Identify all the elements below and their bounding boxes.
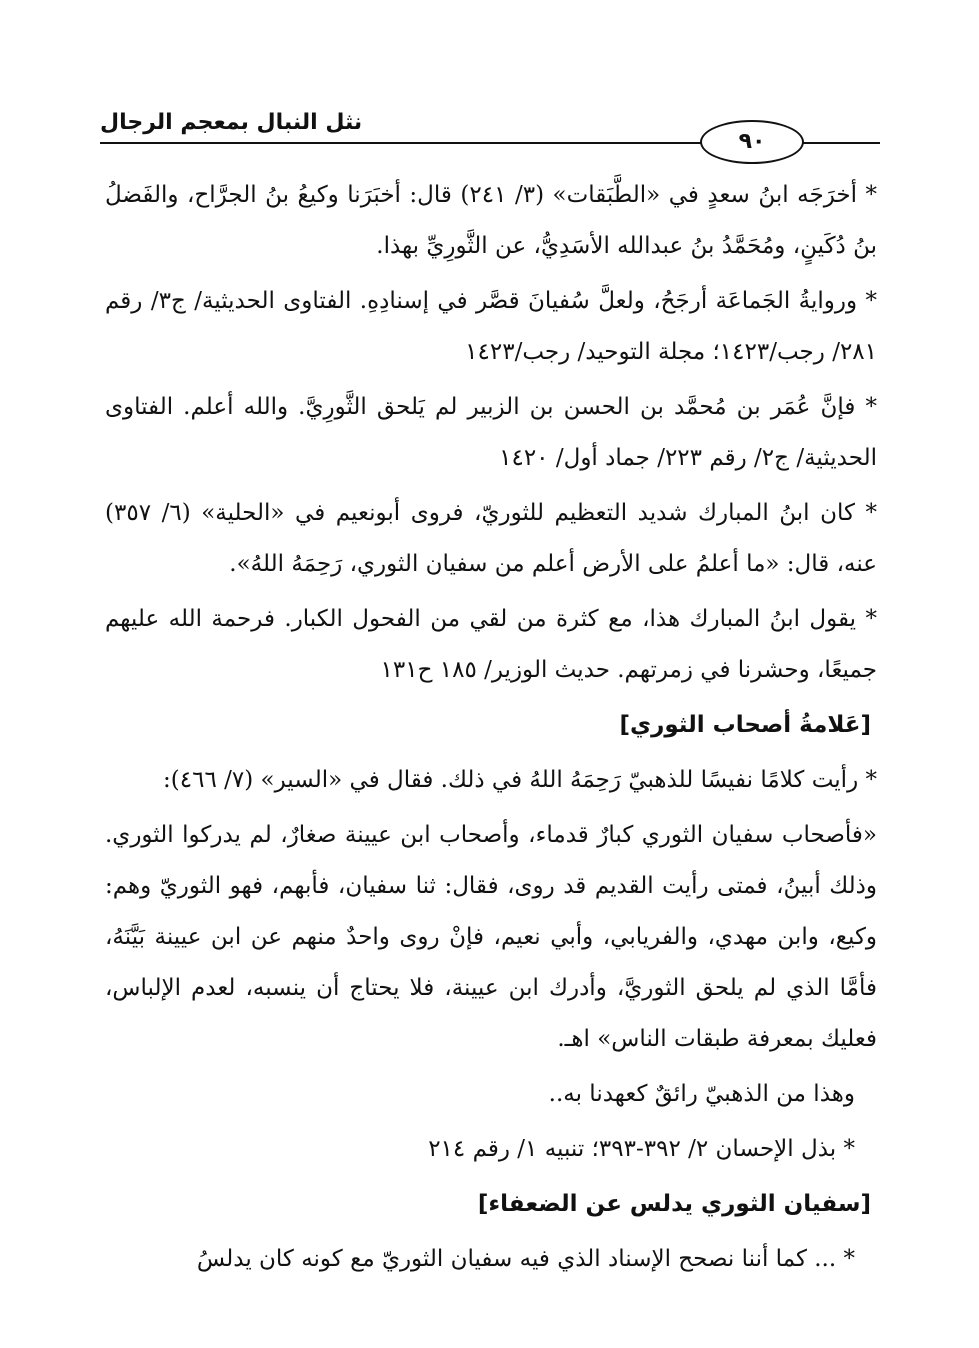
paragraph: * كان ابنُ المبارك شديد التعظيم للثوريّ، فروى أبونعيم في «الحلية» (٦/ ٣٥٧) عنه، قال: «ما أعلمُ على الأرض أعلم من سفيان الثوري، رَحِمَهُ اللهُ». [105,500,877,577]
paragraph: وهذا من الذهبيّ رائقٌ كعهدنا به.. [548,1081,855,1107]
paragraph: «فأصحاب سفيان الثوري كبارٌ قدماء، وأصحاب ابن عيينة صغارٌ، لم يدركوا الثوري. وذلك أبينُ، فمتى رأيت القديم قد روى، فقال: ثنا سفيان، فأبهم، فهو الثوريّ وهم: وكيع، وابن مهدي، والفريابي، وأبي نعيم، فإنْ روى واحدٌ منهم عن ابن عيينة بَيَّنَهُ، فأمَّا الذي لم يلحق الثوريَّ، وأدرك ابن عيينة، فلا يحتاج أن ينسبه، لعدم الإلباس، فعليك بمعرفة طبقات الناس» اهـ. [105,822,877,1052]
page-number: ٩٠ [700,120,804,164]
page-header [100,92,880,152]
paragraph: * رأيت كلامًا نفيسًا للذهبيّ رَحِمَهُ اللهُ في ذلك. فقال في «السير» (٧/ ٤٦٦): [163,767,877,793]
section-heading: [عَلامةُ أصحاب الثوري] [619,712,871,738]
paragraph: * يقول ابنُ المبارك هذا، مع كثرة من لقي من الفحول الكبار. فرحمة الله عليهم جميعًا، وحشرنا في زمرتهم. حديث الوزير/ ١٨٥ ح١٣١ [105,606,877,683]
paragraph: * فإنَّ عُمَر بن مُحمَّد بن الحسن بن الزبير لم يَلحق الثَّورِيَّ. والله أعلم. الفتاوى الحديثية/ ج٢/ رقم ٢٢٣/ جماد أول/ ١٤٢٠ [105,394,877,471]
paragraph: * بذل الإحسان ٢/ ٣٩٢-٣٩٣؛ تنبيه ١/ رقم ٢١٤ [428,1136,855,1162]
page-body [105,170,877,1289]
paragraph: * وروايةُ الجَماعَة أرجَحُ، ولعلَّ سُفيانَ قصَّر في إسنادِهِ. الفتاوى الحديثية/ ج٣/ رقم ٢٨١/ رجب/١٤٢٣؛ مجلة التوحيد/ رجب/١٤٢٣ [105,288,878,365]
book-title: نثل النبال بمعجم الرجال [100,110,363,135]
paragraph: * أخرَجَه ابنُ سعدٍ في «الطَّبَقات» (٣/ ٢٤١) قال: أخبَرَنا وكيعُ بنُ الجرَّاح، والفَضلُ بنُ دُكَينٍ، ومُحَمَّدُ بنُ عبدالله الأسَدِيُّ، عن الثَّورِيِّ بهذا. [105,182,877,259]
paragraph: * ... كما أننا نصحح الإسناد الذي فيه سفيان الثوريّ مع كونه كان يدلسُ [196,1246,855,1272]
section-heading: [سفيان الثوري يدلس عن الضعفاء] [477,1191,871,1217]
